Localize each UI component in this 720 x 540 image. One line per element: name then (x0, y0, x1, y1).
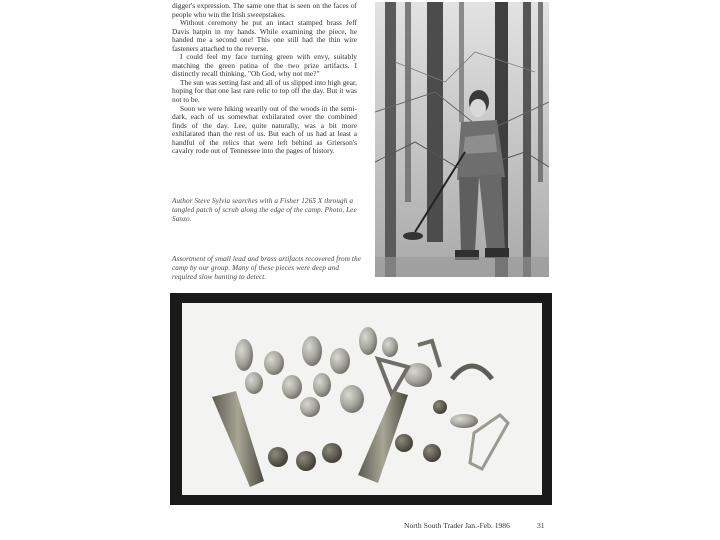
footer-publication: North South Trader Jan.-Feb. 1986 (404, 521, 510, 530)
photo-metal-detecting (375, 2, 549, 277)
footer-page-number: 31 (537, 521, 545, 530)
artifacts-illustration (182, 303, 542, 495)
photo-artifacts (170, 293, 552, 505)
photo-caption: Author Steve Sylvia searches with a Fisher 1265 X through a tangled patch of scrub along the edge of the camp. Photo, Lee Sanzo. (172, 197, 357, 223)
woods-scene (375, 2, 549, 277)
artifacts-caption: Assortment of small lead and brass artifacts recovered from the camp by our group. Many of these pieces were deep and required slow hunting to detect. (172, 255, 361, 281)
article-paragraph: Without ceremony he put an intact stamped brass Jeff Davis hatpin in my hands. While examining the piece, he handed me a second one! This one still had the thin wire fasteners attached to the reverse. (172, 18, 357, 53)
article-paragraph: digger's expression. The same one that is seen on the faces of people who win the Irish sweepstakes. (172, 1, 357, 19)
article-paragraph: Soon we were hiking wearily out of the woods in the semi-dark, each of us somewhat exhilarated over the combined finds of the day. Lee, quite naturally, was a bit more exhilarated than the rest of us. But each of us had at least a handful of the relics that were left behind as Grierson's cavalry rode out of Tennessee into the pages of history. (172, 103, 357, 156)
article-paragraph: I could feel my face turning green with envy, suitably matching the green patina of the two prize artifacts. I distinctly recall thinking, "Oh God, why not me?" (172, 52, 357, 79)
artifacts-background (182, 303, 542, 495)
article-paragraph: The sun was setting fast and all of us slipped into high gear, hoping for that one last rare relic to top off the day. But it was not to be. (172, 77, 357, 105)
article-body (172, 2, 357, 156)
